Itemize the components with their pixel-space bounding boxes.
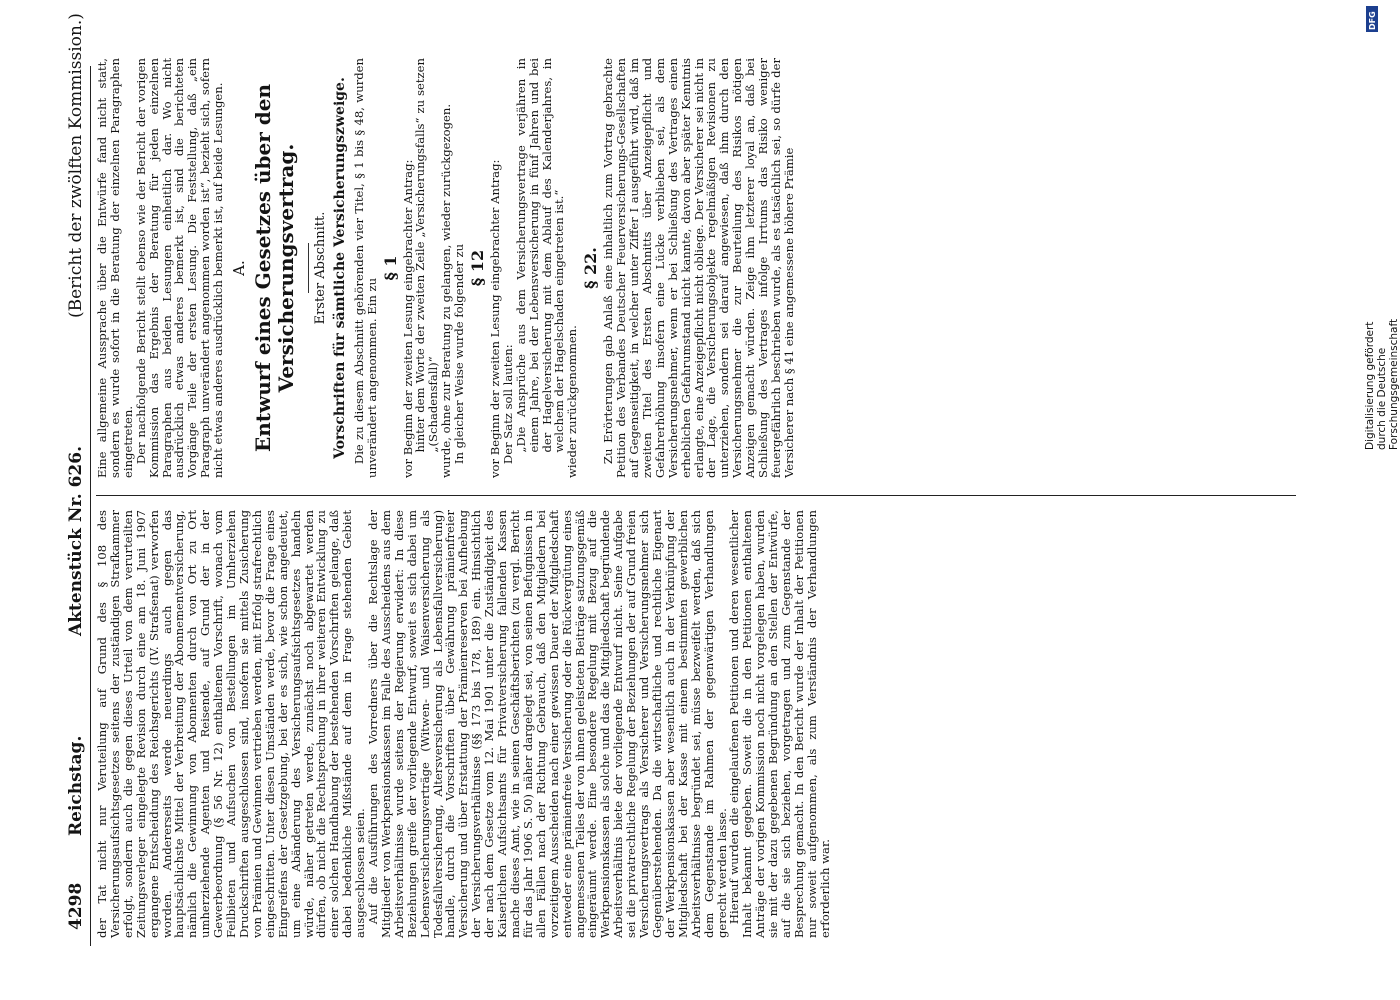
paragraph-12-heading: § 12	[468, 249, 488, 287]
dfg-logo	[1366, 6, 1378, 32]
dfg-logo-text: DFG	[1368, 11, 1377, 30]
column-rule	[96, 495, 1296, 496]
left-column-body	[96, 510, 1292, 938]
right-paragraph-8: Der Satz soll lauten:	[500, 344, 515, 465]
amendment-quote-2: „Die Ansprüche aus dem Versicherungsvertrage verjähren in einem Jahre, bei der Lebensversicherung in fünf Jahren und bei der Hagelversicherung mit dem Ablauf des Kalenderjahres, in welchem der Hagelschaden eingetreten ist.“	[513, 58, 567, 453]
right-column-body	[96, 58, 1292, 478]
section-heading: Erster Abschnitt.	[312, 211, 328, 325]
paragraph-22-heading: § 22.	[581, 247, 601, 289]
header-parliament: Reichstag.	[66, 735, 86, 836]
right-paragraph-3: Die zu diesem Abschnitt gehörenden vier Titel, § 1 bis § 48, wurden unverändert angenommen. Ein zu	[351, 58, 379, 478]
header-report: (Bericht der zwölften Kommission.)	[66, 13, 86, 318]
paragraph-1-heading: § 1	[380, 255, 400, 281]
right-paragraph-7: vor Beginn der zweiten Lesung eingebrachter Antrag:	[487, 159, 502, 478]
header-document: Aktenstück Nr. 626.	[66, 445, 86, 636]
section-title: Vorschriften für sämtliche Versicherungszweige.	[331, 77, 348, 459]
right-paragraph-10: Zu Erörterungen gab Anlaß eine inhaltlich zum Vortrag gebrachte Petition des Verbandes Deutscher Feuerversicherungs-Gesellschaften auf Gegenseitigkeit, in welcher unter Ziffer I ausgeführt wird, daß im zweiten Titel des Ersten Abschnitts über Anzeigepflicht und Gefahrerhöhung insofern eine Lücke verblieben sei, als dem Versicherungsnehmer, wenn er bei Schließung des Vertrages einen erheblichen Gefahrumstand nicht kannte, davon aber später Kenntnis erlangte, eine Anzeigepflicht nicht obliege. Der Versicherer sei nicht in der Lage, die Versicherungsobjekte regelmäßigen Revisionen zu unterziehen, sondern sei darauf angewiesen, daß ihm durch den Versicherungsnehmer die zur Beurteilung des Risikos nötigen Anzeigen gemacht würden. Zeige ihm letzterer loyal an, daß bei Schließung des Vertrages infolge Irrtums das Risiko weniger feuergefährlich beschrieben wurde, als es tatsächlich sei, so dürfe der Versicherer nach § 41 eine angemessene höhere Prämie	[601, 58, 796, 478]
left-paragraph-2: Auf die Ausführungen des Vorredners über die Rechtslage der Mitglieder von Werkpensionskassen im Falle des Ausscheidens aus dem Arbeitsverhältnisse wurde seitens der Regierung erwidert: In diese Beziehungen greife der vorliegende Entwurf, soweit es sich dabei um Lebensversicherungsverträge (Witwen- und Waisenversicherung als Todesfallversicherung, Altersversicherung als Lebensfallversicherung) handle, durch die Vorschriften über Gewährung prämienfreier Versicherung und über Erstattung der Prämienreserven bei Aufhebung der Versicherungsverhältnisse (§§ 173 bis 178, 189) ein. Hinsichtlich der nach dem Gesetze vom 12. Mai 1901 unter die Zuständigkeit des Kaiserlichen Aufsichtsamts für Privatversicherung fallenden Kassen mache dieses Amt, wie in seinen Geschäftsberichten (zu vergl. Bericht für das Jahr 1906 S. 50) näher dargelegt sei, von seinen Befugnissen in allen Fällen nach der Richtung Gebrauch, daß den Mitgliedern bei vorzeitigem Ausscheiden nach einer gewissen Dauer der Mitgliedschaft entweder eine prämienfreie Versicherung oder die Rückvergütung eines angemessenen Teiles der von ihnen geleisteten Beiträge satzungsgemäß eingeräumt werde. Eine besondere Regelung mit Bezug auf die Werkpensionskassen als solche und das die Mitgliedschaft begründende Arbeitsverhältnis biete der vorliegende Entwurf nicht. Seine Aufgabe sei die privatrechtliche Regelung der Beziehungen der auf Grund freien Versicherungsvertrags als Versicherer und Versicherungsnehmer sich Gegenüberstehenden. Da die wirtschaftliche und rechtliche Eigenart der Werkpensionskassen aber wesentlich auch in der Verknüpfung der Mitgliedschaft bei der Kasse mit einem bestimmten gewerblichen Arbeitsverhältnisse begründet sei, müsse bezweifelt werden, daß sich dem Gegenstande im Rahmen der gegenwärtigen Verhandlungen gerecht werden lasse.	[366, 510, 729, 938]
draft-title: Entwurf eines Gesetzes über den Versicherungsvertrag.	[250, 83, 298, 453]
part-letter: A.	[230, 260, 249, 276]
right-paragraph-1: Eine allgemeine Aussprache über die Entwürfe fand nicht statt, sondern es wurde sofort in die Beratung der einzelnen Paragraphen eingetreten.	[95, 58, 135, 478]
page-number: 4298	[66, 882, 86, 930]
digitization-credit: Digitalisierung gefördert durch die Deutsche Forschungsgemeinschaft	[1364, 318, 1400, 450]
right-paragraph-5: wurde, ohne zur Beratung zu gelangen, wieder zurückgezogen.	[439, 103, 454, 478]
right-paragraph-6: In gleicher Weise wurde folgender zu	[452, 243, 467, 465]
title-rule	[308, 243, 309, 293]
right-paragraph-9: wieder zurückgenommen.	[565, 325, 580, 478]
left-paragraph-1: der Tat nicht nur Veruteilung auf Grund des § 108 des Versicherungsaufsichtsgesetzes seitens der zuständigen Strafkammer erfolgt, sondern auch die gegen dieses Urteil von dem verurteilten Zeitungsverleger eingelegte Revision durch eine am 18. Juni 1907 ergangene Entscheidung des Reichsgerichts (IV. Strafsenat) verworfen worden. Andererseits werde neuerdings auch gegen das hauptsächlichste Mittel der Verbreitung der Abonnementversicherung, nämlich die Gewinnung von Abonnenten durch von Ort zu Ort umherziehende Agenten und Reisende, auf Grund der in der Gewerbeordnung (§ 56 Nr. 12) enthaltenen Vorschrift, wonach vom Feilbieten und Aufsuchen von Bestellungen im Umherziehen Druckschriften ausgeschlossen sind, insofern sie mittels Zusicherung von Prämien und Gewinnen vertrieben werden, mit Erfolg strafrechtlich eingeschritten. Unter diesen Umständen werde, bevor die Frage eines Eingreifens der Gesetzgebung, bei der es sich, wie schon angedeutet, um eine Abänderung des Versicherungsaufsichtsgesetzes handeln würde, näher getreten werde, zunächst noch abgewartet werden dürfen, ob nicht die Rechtsprechung in ihrer weiteren Entwicklung zu einer solchen Handhabung der bestehenden Vorschriften gelange, daß dabei bedenkliche Mißstände auf dem in Frage stehenden Gebiet ausgeschlossen seien.	[95, 510, 368, 938]
right-paragraph-4: vor Beginn der zweiten Lesung eingebrachter Antrag:	[400, 159, 415, 478]
header-rule	[90, 66, 91, 946]
left-paragraph-3: Hierauf wurden die eingelaufenen Petitionen und deren wesentlicher Inhalt bekannt gegeben. Soweit die in den Petitionen enthaltenen Anträge der vorigen Kommission noch nicht vorgelegen haben, wurden sie mit der dazu gegebenen Begründung an den Stellen der Entwürfe, auf die sie sich beziehen, vorgetragen und zum Gegenstande der Besprechung gemacht. In den Bericht wurde der Inhalt der Petitionen nur soweit aufgenommen, als zum Verständnis der Verhandlungen erforderlich war.	[727, 510, 832, 938]
amendment-quote-1: hinter dem Worte der zweiten Zeile „Versicherungsfalls“ zu setzen „(Schadensfall)“	[413, 58, 441, 453]
right-paragraph-2: Der nachfolgende Bericht stellt ebenso wie der Bericht der vorigen Kommission das Ergebnis der Beratung für jeden einzelnen Paragraphen aus beiden Lesungen einheitlich dar. Wo nicht ausdrücklich etwas anderes bemerkt ist, sind die berichteten Vorgänge Teile der ersten Lesung. Die Feststellung, daß „ein Paragraph unverändert angenommen worden ist“, bezieht sich, sofern nicht etwas anderes ausdrücklich bemerkt ist, auf beide Lesungen.	[133, 58, 226, 478]
